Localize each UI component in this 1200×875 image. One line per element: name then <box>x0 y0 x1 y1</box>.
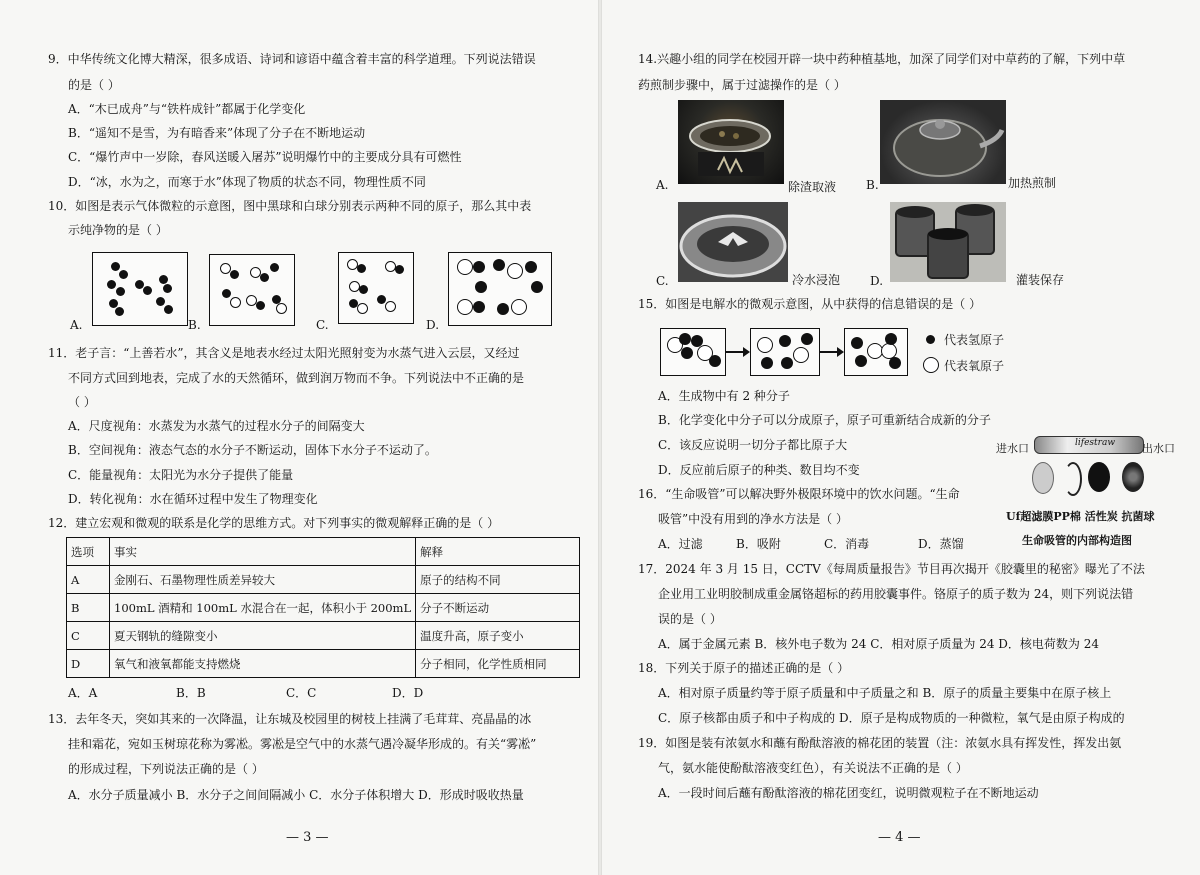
q14-caption-d: 灌装保存 <box>1016 273 1065 287</box>
q11-option-c: C．能量视角：太阳光为水分子提供了能量 <box>68 468 294 482</box>
q15-legend-o: 代表氧原子 <box>944 359 1005 373</box>
q11-stem-line1: 11．老子言：“上善若水”，其含义是地表水经过太阳光照射变为水蒸气进入云层，又经过 <box>48 346 520 360</box>
q10-label-b: B. <box>188 318 201 332</box>
q18-stem: 18．下列关于原子的描述正确的是（ ） <box>638 661 850 675</box>
q15-option-d: D．反应前后原子的种类、数目均不变 <box>658 463 860 477</box>
table-header: 事实 <box>110 538 416 566</box>
q17-stem-line3: 误的是（ ） <box>658 612 722 626</box>
q15-option-b: B．化学变化中分子可以分成原子，原子可重新结合成新的分子 <box>658 413 991 427</box>
table-cell: 金刚石、石墨物理性质差异较大 <box>110 566 416 594</box>
table-cell: 氧气和液氧都能支持燃烧 <box>110 650 416 678</box>
antibacterial-ball-icon <box>1122 462 1144 492</box>
table-cell: 分子不断运动 <box>416 594 580 622</box>
q16-outlet-label: 出水口 <box>1142 442 1175 455</box>
q16-inlet-label: 进水口 <box>996 442 1029 455</box>
q16-option-a: A．过滤 <box>658 537 703 551</box>
q9-option-c: C．“爆竹声中一岁除，春风送暖入屠苏”说明爆竹中的主要成分具有可燃性 <box>68 150 462 164</box>
q9-option-d: D．“冰，水为之，而寒于水”体现了物质的状态不同，物理性质不同 <box>68 175 426 189</box>
q19-stem-line2: 气，氨水能使酚酞溶液变红色），有关说法不正确的是（ ） <box>658 761 968 775</box>
q14-label-a: A. <box>656 178 669 192</box>
q14-label-c: C. <box>656 274 669 288</box>
uf-membrane-icon <box>1032 462 1054 494</box>
q12-option-a: A．A <box>68 686 98 700</box>
q14-caption-c: 冷水浸泡 <box>792 273 841 287</box>
q15-option-a: A．生成物中有 2 种分子 <box>658 389 790 403</box>
q10-figure-d <box>448 252 552 326</box>
q17-options: A．属于金属元素 B．核外电子数为 24 C．相对原子质量为 24 D．核电荷数为 24 <box>658 637 1099 651</box>
q14-photo-b <box>880 100 1006 184</box>
q9-option-a: A．“木已成舟”与“铁杵成针”都属于化学变化 <box>68 102 306 116</box>
q12-table <box>66 537 580 678</box>
q12-option-b: B．B <box>176 686 206 700</box>
q10-label-d: D. <box>426 318 440 332</box>
table-cell: B <box>67 594 110 622</box>
lifestraw-tube <box>1034 436 1144 454</box>
q14-photo-d <box>890 202 1006 282</box>
q19-option-a: A．一段时间后蘸有酚酞溶液的棉花团变红，说明微观粒子在不断地运动 <box>658 786 1039 800</box>
q16-figure-caption: 生命吸管的内部构造图 <box>1022 534 1132 547</box>
page-number-left: — 3 — <box>286 830 329 845</box>
clay-pot-icon <box>880 100 1006 184</box>
table-row <box>67 622 580 650</box>
q13-stem-line1: 13．去年冬天，突如其来的一次降温，让东城及校园里的树枝上挂满了毛茸茸、亮晶晶的冰 <box>48 712 532 726</box>
q15-box-middle <box>750 328 820 376</box>
left-page <box>0 0 598 875</box>
q14-label-b: B. <box>866 178 879 192</box>
q14-caption-b: 加热煎制 <box>1008 176 1057 190</box>
q12-option-c: C．C <box>286 686 317 700</box>
q13-options: A．水分子质量减小 B．水分子之间间隔减小 C．水分子体积增大 D．形成时吸收热量 <box>68 788 524 802</box>
q10-stem-line2: 示纯净物的是（ ） <box>68 223 168 237</box>
q11-option-d: D．转化视角：水在循环过程中发生了物理变化 <box>68 492 318 506</box>
q10-figure-b <box>209 254 295 326</box>
table-header: 解释 <box>416 538 580 566</box>
q15-box-before <box>660 328 726 376</box>
q12-stem: 12．建立宏观和微观的联系是化学的思维方式。对下列事实的微观解释正确的是（ ） <box>48 516 500 530</box>
table-row <box>67 594 580 622</box>
table-header-row <box>67 538 580 566</box>
q14-caption-a: 除渣取液 <box>788 180 837 194</box>
q13-stem-line2: 挂和霜花，宛如玉树琼花称为雾凇。雾凇是空气中的水蒸气遇冷凝华形成的。有关“雾凇” <box>68 737 537 751</box>
q14-stem-line1: 14.兴趣小组的同学在校园开辟一块中药种植基地，加深了同学们对中草药的了解，下列中草 <box>638 52 1126 66</box>
q11-option-a: A．尺度视角：水蒸发为水蒸气的过程水分子的间隔变大 <box>68 419 365 433</box>
q9-option-b: B．“遥知不是雪，为有暗香来”体现了分子在不断地运动 <box>68 126 366 140</box>
q15-stem: 15．如图是电解水的微观示意图，从中获得的信息错误的是（ ） <box>638 297 982 311</box>
lifestraw-brand: lifestraw <box>1075 438 1116 448</box>
q15-box-after <box>844 328 908 376</box>
q11-stem-line2: 不同方式回到地表，完成了水的天然循环，做到润万物而不争。下列说法中不正确的是 <box>68 371 525 385</box>
q11-option-b: B．空间视角：液态气态的水分子不断运动，固体下水分子不运动了。 <box>68 443 437 457</box>
q10-stem-line1: 10．如图是表示气体微粒的示意图，图中黑球和白球分别表示两种不同的原子，那么其中表 <box>48 199 532 213</box>
table-cell: 分子相同，化学性质相同 <box>416 650 580 678</box>
q17-stem-line1: 17．2024 年 3 月 15 日，CCTV《每周质量报告》节目再次揭开《胶囊里的秘密》曝光了不法 <box>638 562 1145 576</box>
table-cell: D <box>67 650 110 678</box>
q14-label-d: D. <box>870 274 884 288</box>
legend-oxygen-ring <box>923 357 939 373</box>
q15-arrow-1 <box>726 351 748 353</box>
q10-figure-c <box>338 252 414 324</box>
table-cell: C <box>67 622 110 650</box>
table-cell: 夏天钢轨的缝隙变小 <box>110 622 416 650</box>
q10-label-a: A. <box>70 318 83 332</box>
q16-option-d: D．蒸馏 <box>918 537 964 551</box>
q16-parts-label: Uf超滤膜PP棉 活性炭 抗菌球 <box>1006 510 1155 523</box>
cups-icon <box>890 202 1006 282</box>
q14-stem-line2: 药煎制步骤中，属于过滤操作的是（ ） <box>638 78 846 92</box>
q12-option-d: D．D <box>392 686 424 700</box>
q11-stem-line3: （ ） <box>68 395 96 409</box>
activated-carbon-icon <box>1088 462 1110 492</box>
q14-photo-c <box>678 202 788 282</box>
q16-stem-line2: 吸管”中没有用到的净水方法是（ ） <box>658 512 848 526</box>
q13-stem-line3: 的形成过程，下列说法正确的是（ ） <box>68 762 264 776</box>
q16-option-b: B．吸附 <box>736 537 781 551</box>
table-cell: 100mL 酒精和 100mL 水混合在一起，体积小于 200mL <box>110 594 416 622</box>
q16-option-c: C．消毒 <box>824 537 870 551</box>
q14-photo-a <box>678 100 784 184</box>
q17-stem-line2: 企业用工业明胶制成重金属铬超标的药用胶囊事件。铬原子的质子数为 24，则下列说法错 <box>658 587 1134 601</box>
q10-figure-a <box>92 252 188 326</box>
q15-legend-h: 代表氢原子 <box>944 333 1005 347</box>
pot-icon <box>678 100 784 184</box>
pp-cotton-icon <box>1064 462 1082 496</box>
q9-stem-line2: 的是（ ） <box>68 78 120 92</box>
q9-stem-line1: 9．中华传统文化博大精深，很多成语、诗词和谚语中蕴含着丰富的科学道理。下列说法错误 <box>48 52 536 66</box>
table-cell: A <box>67 566 110 594</box>
soaking-basin-icon <box>678 202 788 282</box>
q15-option-c: C．该反应说明一切分子都比原子大 <box>658 438 848 452</box>
q15-arrow-2 <box>820 351 842 353</box>
q19-stem-line1: 19．如图是装有浓氨水和蘸有酚酞溶液的棉花团的装置（注：浓氨水具有挥发性，挥发出氨 <box>638 736 1122 750</box>
table-row <box>67 650 580 678</box>
table-row <box>67 566 580 594</box>
q18-options-line2: C．原子核都由质子和中子构成的 D．原子是构成物质的一种微粒，氧气是由原子构成的 <box>658 711 1125 725</box>
table-header: 选项 <box>67 538 110 566</box>
table-cell: 温度升高，原子变小 <box>416 622 580 650</box>
q18-options-line1: A．相对原子质量约等于原子质量和中子质量之和 B．原子的质量主要集中在原子核上 <box>658 686 1112 700</box>
q10-label-c: C. <box>316 318 329 332</box>
q16-stem-line1: 16．“生命吸管”可以解决野外极限环境中的饮水问题。“生命 <box>638 487 960 501</box>
legend-hydrogen-dot <box>926 335 935 344</box>
right-page <box>602 0 1200 875</box>
table-cell: 原子的结构不同 <box>416 566 580 594</box>
page-number-right: — 4 — <box>878 830 921 845</box>
